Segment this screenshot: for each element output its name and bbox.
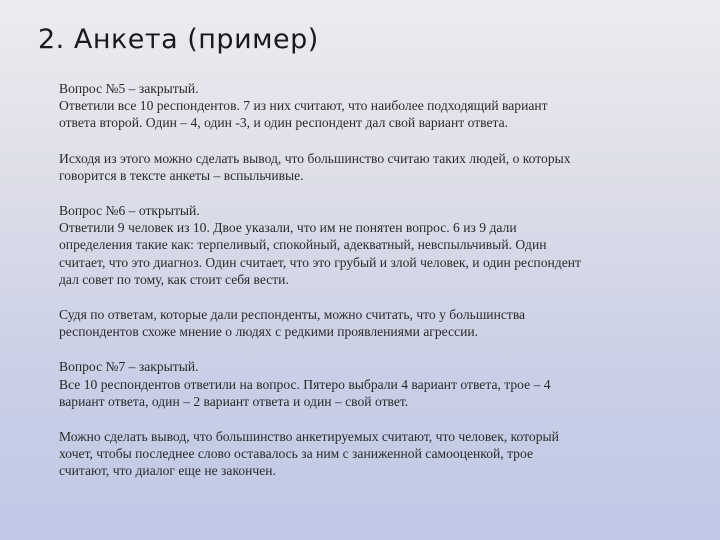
text-line: Вопрос №5 – закрытый. <box>59 81 199 96</box>
text-line: Вопрос №6 – открытый. <box>59 203 200 219</box>
slide-title: 2. Анкета (пример) <box>38 24 319 55</box>
survey-text <box>59 80 679 498</box>
text-line: Ответили все 10 респондентов. 7 из них считают, что наиболее подходящий вариант <box>59 98 548 114</box>
paragraph-question-7 <box>59 358 679 410</box>
paragraph-question-5 <box>59 80 679 132</box>
text-line: говорится в тексте анкеты – вспыльчивые. <box>59 167 304 183</box>
text-line: считает, что это диагноз. Один считает, что это грубый и злой человек, и один респондент <box>59 254 581 270</box>
text-line: Вопрос №7 – закрытый. <box>59 359 199 375</box>
text-line: вариант ответа, один – 2 вариант ответа и один – свой ответ. <box>59 393 409 409</box>
text-line: респондентов схоже мнение о людях с редкими проявлениями агрессии. <box>59 324 479 340</box>
text-line: определения такие как: терпеливый, спокойный, адекватный, невспыльчивый. Один <box>59 237 547 253</box>
text-line: Исходя из этого можно сделать вывод, что большинство считаю таких людей, о которых <box>59 150 571 166</box>
text-line: дал совет по тому, как стоит себя вести. <box>59 271 289 287</box>
text-line: Судя по ответам, которые дали респонденты, можно считать, что у большинства <box>59 307 526 323</box>
paragraph-conclusion-7 <box>59 428 679 480</box>
text-line: Все 10 респондентов ответили на вопрос. Пятеро выбрали 4 вариант ответа, трое – 4 <box>59 376 551 392</box>
text-line: хочет, чтобы последнее слово оставалось за ним с заниженной самооценкой, трое <box>59 446 533 462</box>
text-line: Можно сделать вывод, что большинство анкетируемых считают, что человек, который <box>59 429 559 445</box>
text-line: считают, что диалог еще не закончен. <box>59 463 276 479</box>
paragraph-question-6 <box>59 202 679 288</box>
text-line: ответа второй. Один – 4, один -3, и один респондент дал свой вариант ответа. <box>59 115 509 131</box>
text-line: Ответили 9 человек из 10. Двое указали, что им не понятен вопрос. 6 из 9 дали <box>59 220 517 236</box>
paragraph-conclusion-6 <box>59 306 679 340</box>
paragraph-conclusion-5 <box>59 150 679 184</box>
